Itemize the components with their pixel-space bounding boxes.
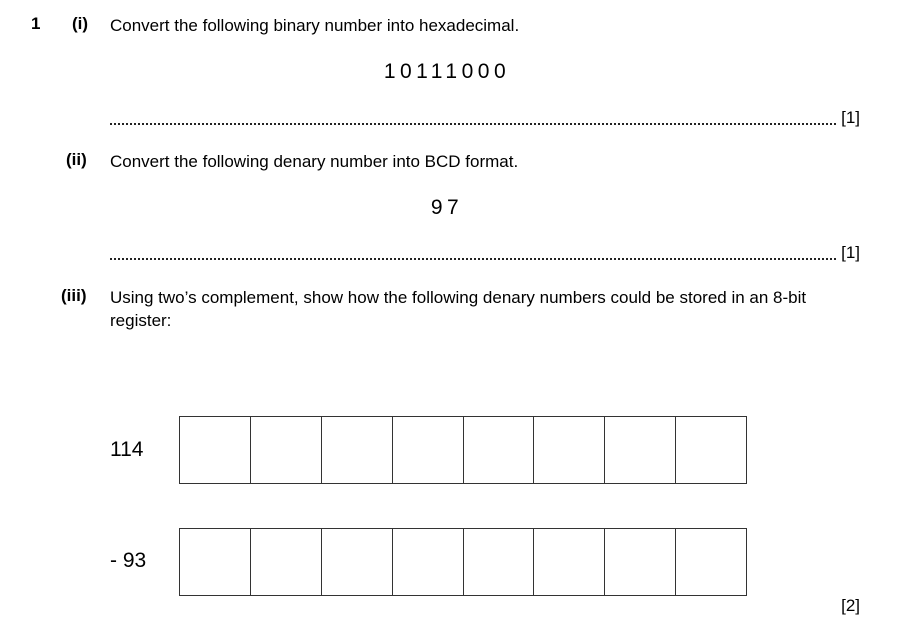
part-ii-question-text: Convert the following denary number into BCD format. xyxy=(110,152,519,171)
part-iii-question-text xyxy=(110,286,870,332)
bit-cell[interactable] xyxy=(464,529,535,595)
part-iii-marks: [2] xyxy=(841,596,860,615)
register-label-minus-93: - 93 xyxy=(110,549,147,572)
part-i-answer-line[interactable] xyxy=(110,123,836,125)
bit-cell[interactable] xyxy=(605,417,676,483)
part-ii-label: (ii) xyxy=(66,150,87,169)
bit-cell[interactable] xyxy=(534,529,605,595)
bit-cell[interactable] xyxy=(322,417,393,483)
bit-cell[interactable] xyxy=(676,417,746,483)
part-iii-label: (iii) xyxy=(61,286,87,305)
denary-number-value: 97 xyxy=(430,196,464,219)
part-ii-marks: [1] xyxy=(841,243,860,262)
part-iii-text-line-1: Using two’s complement, show how the following denary numbers could be stored in an 8-bit xyxy=(110,288,807,307)
part-i-question-text: Convert the following binary number into hexadecimal. xyxy=(110,16,520,35)
bit-cell[interactable] xyxy=(180,417,251,483)
binary-number-value: 10111000 xyxy=(383,60,511,83)
bit-cell[interactable] xyxy=(251,529,322,595)
bit-cell[interactable] xyxy=(393,417,464,483)
bit-cell[interactable] xyxy=(676,529,746,595)
question-number: 1 xyxy=(31,14,41,33)
register-label-114: 114 xyxy=(110,438,144,461)
bit-cell[interactable] xyxy=(393,529,464,595)
bit-cell[interactable] xyxy=(322,529,393,595)
part-iii-text-line-2: register: xyxy=(110,311,172,330)
part-i-label: (i) xyxy=(72,14,89,33)
part-i-marks: [1] xyxy=(841,108,860,127)
register-minus-93 xyxy=(179,528,747,596)
register-114 xyxy=(179,416,747,484)
bit-cell[interactable] xyxy=(464,417,535,483)
bit-cell[interactable] xyxy=(251,417,322,483)
bit-cell[interactable] xyxy=(180,529,251,595)
bit-cell[interactable] xyxy=(605,529,676,595)
part-ii-answer-line[interactable] xyxy=(110,258,836,260)
bit-cell[interactable] xyxy=(534,417,605,483)
